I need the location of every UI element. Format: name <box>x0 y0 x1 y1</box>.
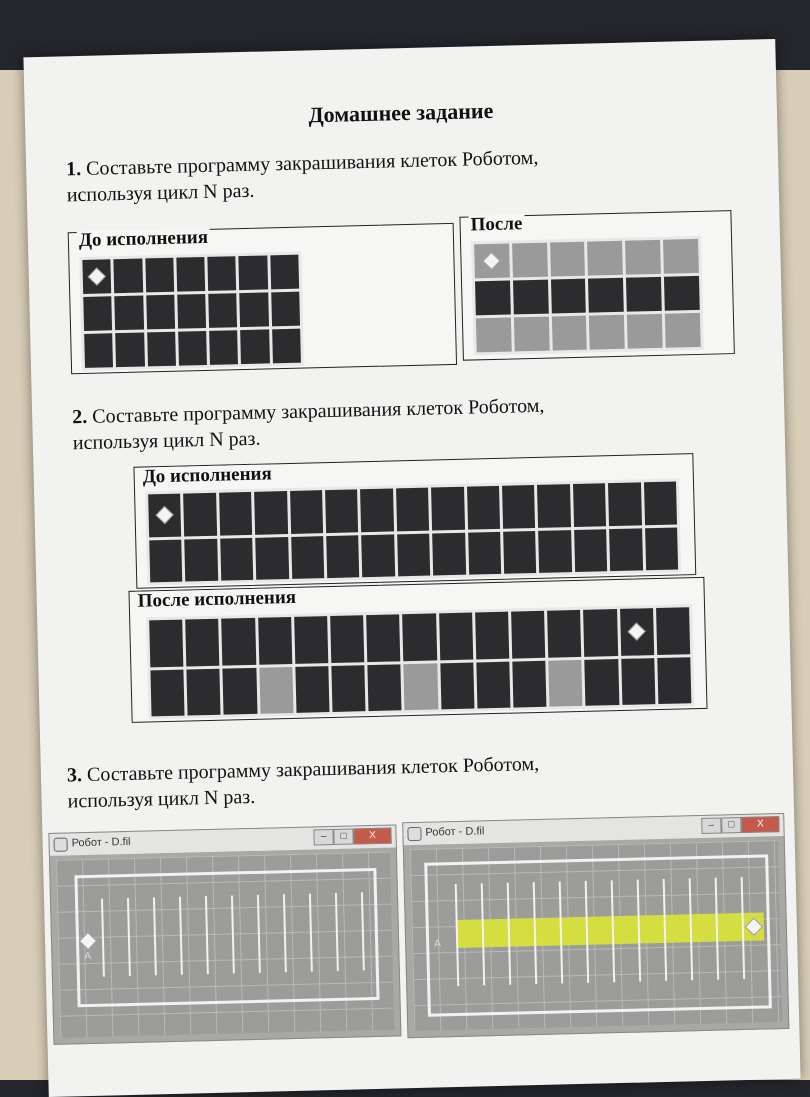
task-3-window-after <box>402 813 789 1038</box>
task-2-line1: Составьте программу закрашивания клеток Роботом, <box>91 394 545 428</box>
task-3-line2: используя цикл N раз. <box>67 785 256 813</box>
task-2-number: 2. <box>71 405 88 429</box>
robot-icon <box>88 267 106 285</box>
task-1-after-grid <box>471 236 704 356</box>
grid-cell <box>475 612 509 659</box>
grid-cell <box>115 332 144 367</box>
grid-cell <box>239 255 268 290</box>
grid-cell <box>396 488 429 531</box>
grid-cell <box>145 258 174 293</box>
grid-cell <box>291 536 324 579</box>
task-1-after-label: После <box>470 213 523 236</box>
painted-cell <box>552 316 588 351</box>
painted-cell <box>476 318 512 353</box>
task-1-number: 1. <box>65 157 82 181</box>
window-title: Робот - D.fil <box>71 835 131 850</box>
task-1-before-label: До исполнения <box>78 226 209 252</box>
task-3-line1: Составьте программу закрашивания клеток Роботом, <box>86 752 540 786</box>
grid-cell <box>177 294 206 329</box>
field-border-wall <box>74 868 379 1007</box>
painted-cell <box>663 239 699 274</box>
grid-cell <box>439 613 473 660</box>
painted-cell <box>474 244 510 279</box>
task-2-after-panel <box>128 577 707 723</box>
task-1-text <box>66 145 539 209</box>
document-title: Домашнее задание <box>308 97 494 128</box>
row-marker: A <box>84 950 92 963</box>
grid-cell <box>146 295 175 330</box>
grid-cell <box>82 259 111 294</box>
painted-cell <box>514 317 550 352</box>
grid-cell <box>176 257 205 292</box>
grid-cell <box>512 660 546 707</box>
grid-cell <box>295 666 329 713</box>
maximize-button[interactable]: □ <box>721 817 741 833</box>
task-1-before-panel <box>68 223 457 374</box>
grid-cell <box>294 616 328 663</box>
grid-cell <box>368 664 402 711</box>
grid-cell <box>208 293 237 328</box>
task-1-after-panel <box>459 210 734 361</box>
task-2-before-panel <box>133 453 696 589</box>
grid-cell <box>114 259 143 294</box>
grid-cell <box>574 529 607 572</box>
grid-cell <box>432 532 465 575</box>
task-3-text <box>67 751 540 815</box>
painted-cell <box>259 666 293 713</box>
task-1-line2: используя цикл N раз. <box>66 179 255 207</box>
grid-cell <box>147 332 176 367</box>
minimize-button[interactable]: – <box>701 818 721 834</box>
grid-cell <box>326 535 359 578</box>
grid-cell <box>583 609 617 656</box>
task-1-line1: Составьте программу закрашивания клеток Роботом, <box>85 146 539 180</box>
grid-cell <box>397 533 430 576</box>
grid-cell <box>621 658 655 705</box>
task-2-before-label: До исполнения <box>142 463 273 488</box>
grid-cell <box>222 618 256 665</box>
painted-cell <box>512 243 548 278</box>
grid-cell <box>115 295 144 330</box>
grid-cell <box>664 276 700 311</box>
grid-cell <box>626 277 662 312</box>
grid-cell <box>503 530 536 573</box>
grid-cell <box>148 494 181 537</box>
grid-cell <box>254 491 287 534</box>
painted-cell <box>665 313 701 348</box>
grid-cell <box>551 279 587 314</box>
grid-cell <box>83 296 112 331</box>
grid-cell <box>241 329 270 364</box>
grid-cell <box>272 329 301 364</box>
maximize-button[interactable]: □ <box>333 829 353 845</box>
grid-cell <box>656 607 690 654</box>
painted-cell <box>404 663 438 710</box>
window-title: Робот - D.fil <box>425 825 485 839</box>
grid-cell <box>270 255 299 290</box>
painted-cell <box>625 240 661 275</box>
worksheet-paper <box>23 39 800 1097</box>
close-button[interactable]: X <box>353 828 391 845</box>
grid-cell <box>467 486 500 529</box>
robot-app-icon <box>407 827 421 841</box>
robot-icon <box>156 506 174 524</box>
minimize-button[interactable]: – <box>313 829 333 845</box>
grid-cell <box>178 331 207 366</box>
task-2-line2: используя цикл N раз. <box>72 427 261 455</box>
grid-cell <box>475 281 511 316</box>
grid-cell <box>360 488 393 531</box>
grid-cell <box>149 620 183 667</box>
grid-cell <box>290 490 323 533</box>
robot-icon <box>483 252 501 270</box>
grid-cell <box>366 614 400 661</box>
painted-cell <box>550 242 586 277</box>
grid-cell <box>513 280 549 315</box>
painted-cell <box>589 315 625 350</box>
grid-cell <box>223 667 257 714</box>
grid-cell <box>362 534 395 577</box>
grid-cell <box>609 528 642 571</box>
robot-field <box>410 840 782 1031</box>
grid-cell <box>255 537 288 580</box>
grid-cell <box>657 657 691 704</box>
task-2-after-grid <box>146 604 694 719</box>
painted-cell <box>627 314 663 349</box>
grid-cell <box>403 613 437 660</box>
grid-cell <box>258 617 292 664</box>
grid-cell <box>219 492 252 535</box>
row-marker: A <box>434 938 441 950</box>
robot-field <box>56 852 394 1038</box>
grid-cell <box>331 665 365 712</box>
grid-cell <box>240 292 269 327</box>
grid-cell <box>185 619 219 666</box>
grid-cell <box>588 278 624 313</box>
grid-cell <box>440 662 474 709</box>
grid-cell <box>511 611 545 658</box>
task-2-before-grid <box>145 478 681 585</box>
grid-cell <box>325 489 358 532</box>
task-2-after-label: После исполнения <box>137 586 297 612</box>
grid-cell <box>645 527 678 570</box>
grid-cell <box>468 531 501 574</box>
grid-cell <box>220 537 253 580</box>
task-1-before-grid <box>79 252 304 371</box>
painted-cell <box>548 659 582 706</box>
close-button[interactable]: X <box>741 816 779 833</box>
grid-cell <box>184 493 217 536</box>
robot-app-icon <box>53 837 67 851</box>
task-3-window-before <box>48 824 401 1044</box>
grid-cell <box>608 482 641 525</box>
grid-cell <box>271 292 300 327</box>
grid-cell <box>330 615 364 662</box>
grid-cell <box>149 539 182 582</box>
grid-cell <box>585 658 619 705</box>
grid-cell <box>187 668 221 715</box>
grid-cell <box>539 530 572 573</box>
grid-cell <box>150 669 184 716</box>
grid-cell <box>476 661 510 708</box>
grid-cell <box>431 487 464 530</box>
grid-cell <box>207 256 236 291</box>
window-titlebar <box>49 825 395 855</box>
painted-cell <box>588 241 624 276</box>
task-3-number: 3. <box>66 764 83 787</box>
grid-cell <box>620 608 654 655</box>
grid-cell <box>502 485 535 528</box>
grid-cell <box>209 330 238 365</box>
grid-cell <box>547 610 581 657</box>
grid-cell <box>84 333 113 368</box>
grid-cell <box>537 484 570 527</box>
grid-cell <box>185 538 218 581</box>
grid-cell <box>644 482 677 525</box>
robot-icon <box>628 623 646 641</box>
task-2-text <box>72 393 545 457</box>
grid-cell <box>573 483 606 526</box>
